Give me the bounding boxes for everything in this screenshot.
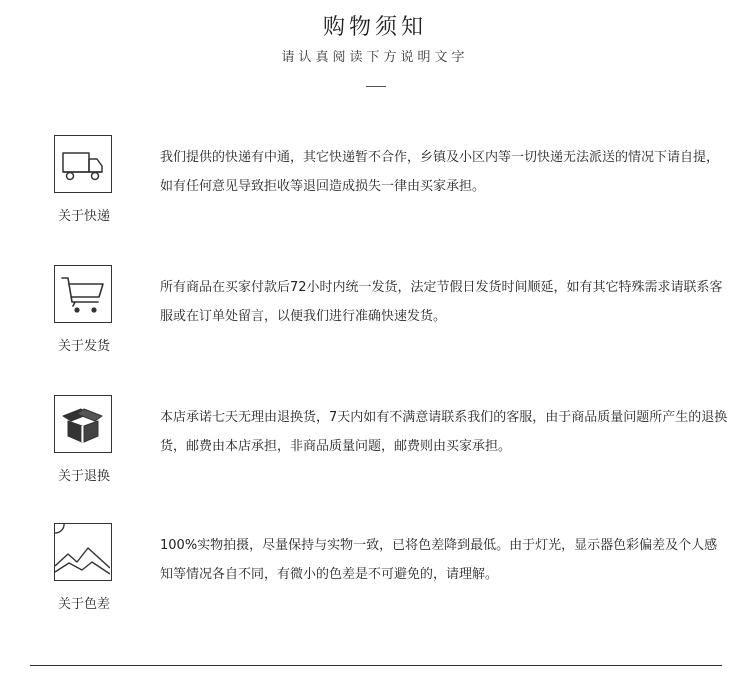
footer-divider bbox=[30, 665, 722, 666]
image-landscape-icon bbox=[54, 523, 112, 581]
section-label: 关于发货 bbox=[57, 339, 110, 354]
section-text: 本店承诺七天无理由退换货，7天内如有不满意请联系我们的客服，由于商品质量问题所产生的退换货，邮费由本店承担，非商品质量问题，邮费则由买家承担。 bbox=[160, 410, 728, 454]
section-label: 关于色差 bbox=[57, 597, 110, 612]
open-box-icon bbox=[54, 395, 112, 453]
section-delivery bbox=[0, 135, 750, 245]
title-divider bbox=[366, 86, 386, 87]
page-title: 购物须知 bbox=[322, 15, 427, 40]
section-returns bbox=[0, 395, 750, 505]
section-label: 关于退换 bbox=[57, 469, 110, 484]
section-text: 所有商品在买家付款后72小时内统一发货，法定节假日发货时间顺延，如有其它特殊需求请联系客服或在订单处留言，以便我们进行准确快速发货。 bbox=[160, 280, 723, 324]
section-color-difference bbox=[0, 523, 750, 633]
section-text: 我们提供的快递有中通，其它快递暂不合作，乡镇及小区内等一切快递无法派送的情况下请自提，如有任何意见导致拒收等退回造成损失一律由买家承担。 bbox=[160, 150, 720, 194]
section-text: 100%实物拍摄，尽量保持与实物一致，已将色差降到最低。由于灯光，显示器色彩偏差及个人感知等情况各自不同，有微小的色差是不可避免的，请理解。 bbox=[160, 538, 718, 582]
shopping-cart-icon bbox=[54, 265, 112, 323]
section-label: 关于快递 bbox=[57, 209, 110, 224]
truck-icon bbox=[54, 135, 112, 193]
section-shipping bbox=[0, 265, 750, 375]
page-subtitle: 请认真阅读下方说明文字 bbox=[281, 50, 469, 65]
